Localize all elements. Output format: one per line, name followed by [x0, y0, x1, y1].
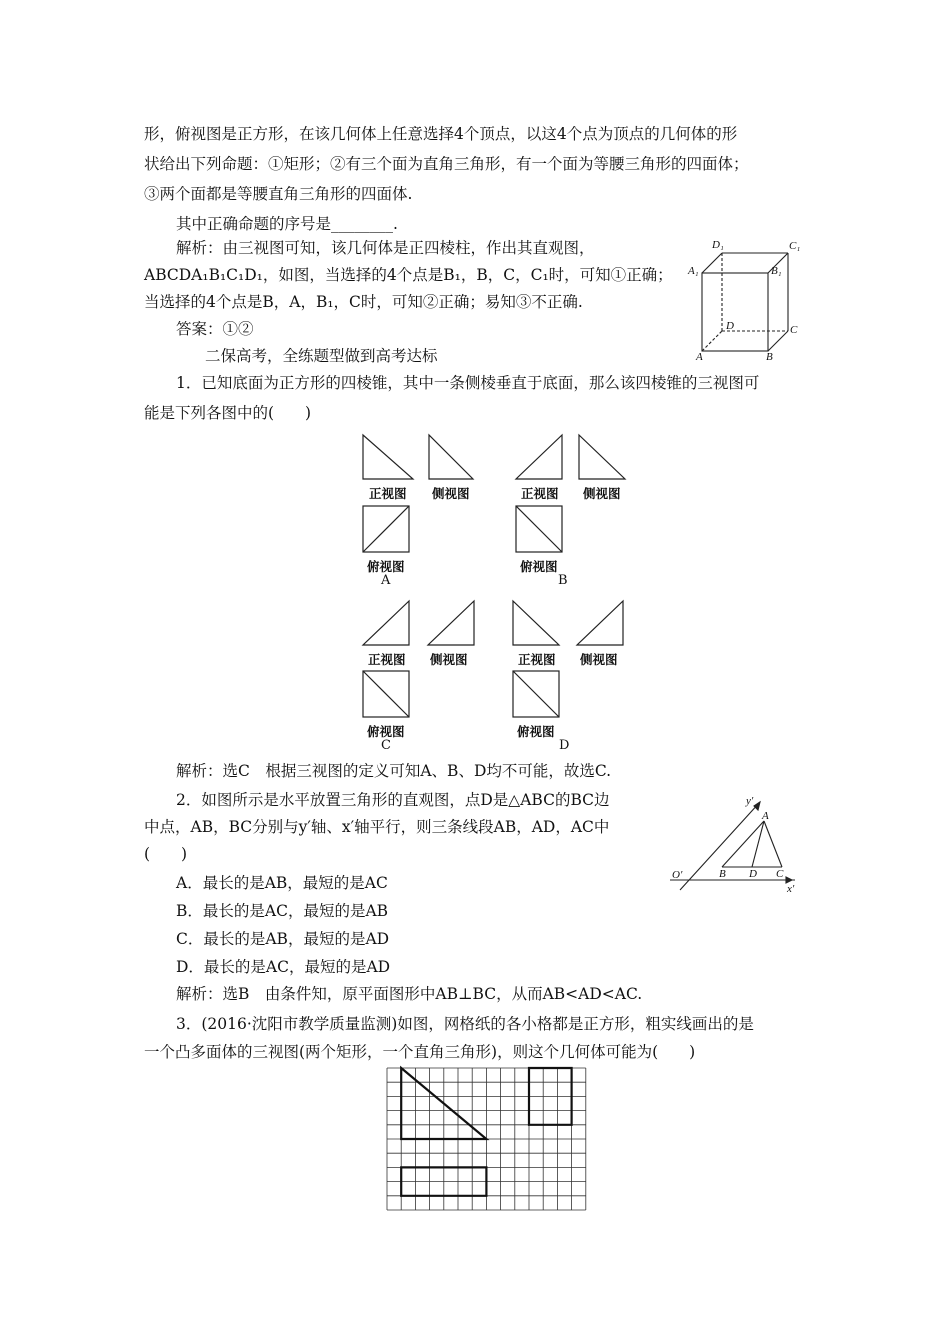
option-d: D．最长的是AC，最短的是AD: [176, 958, 391, 976]
cube-label-b1: B₁: [771, 265, 782, 277]
top-view-label: 俯视图: [517, 724, 555, 739]
cube-label-d1: D₁: [712, 239, 724, 251]
option-b-top-view: [515, 505, 563, 553]
side-view-label: 侧视图: [430, 652, 468, 667]
analysis-line: 当选择的4个点是B，A，B₁，C时，可知②正确；易知③不正确.: [144, 293, 583, 311]
side-view-label: 侧视图: [580, 652, 618, 667]
front-view-label: 正视图: [518, 652, 556, 667]
question-3-line: 3．(2016·沈阳市教学质量监测)如图，网格纸的各小格都是正方形，粗实线画出的是: [176, 1015, 754, 1033]
option-c-side-view: [427, 600, 475, 646]
question-2-line: 2．如图所示是水平放置三角形的直观图，点D是△ABC的BC边: [176, 791, 610, 809]
choice-d-label: D: [559, 738, 570, 753]
cube-label-c: C: [790, 324, 798, 336]
question-3-line: 一个凸多面体的三视图(两个矩形，一个直角三角形)，则这个几何体可能为( ): [144, 1043, 696, 1061]
question-1-line: 能是下列各图中的( ): [144, 404, 312, 422]
text-line: 形，俯视图是正方形，在该几何体上任意选择4个顶点，以这4个点为顶点的几何体的形: [144, 125, 738, 143]
text-line: ③两个面都是等腰直角三角形的四面体.: [144, 185, 413, 203]
option-a-front-view: [362, 434, 414, 480]
origin-label: O′: [672, 869, 683, 881]
option-d-front-view: [512, 600, 560, 646]
question-1-line: 1．已知底面为正方形的四棱锥，其中一条侧棱垂直于底面，那么该四棱锥的三视图可: [176, 374, 760, 392]
top-view-label: 俯视图: [367, 724, 405, 739]
option-d-side-view: [576, 600, 624, 646]
cube-label-d: D: [726, 320, 734, 332]
point-c-label: C: [776, 868, 784, 880]
option-a-side-view: [428, 434, 474, 480]
front-view-label: 正视图: [521, 486, 559, 501]
answer-line: 答案：①②: [176, 320, 254, 338]
point-b-label: B: [719, 868, 726, 880]
point-d-label: D: [749, 868, 757, 880]
section-heading: 二保高考，全练题型做到高考达标: [205, 347, 438, 365]
option-b-front-view: [515, 434, 563, 480]
cube-label-b: B: [766, 351, 773, 363]
cube-label-a: A: [696, 351, 703, 363]
choice-a-label: A: [381, 573, 391, 588]
y-axis-label: y′: [746, 795, 754, 807]
analysis-line: 解析：由三视图可知，该几何体是正四棱柱，作出其直观图，: [176, 239, 595, 257]
top-view-label: 俯视图: [367, 559, 405, 574]
analysis-line: 解析：选B 由条件知，原平面图形中AB⊥BC，从而AB<AD<AC.: [176, 985, 643, 1003]
option-a: A．最长的是AB，最短的是AC: [176, 874, 388, 892]
point-a-label: A: [762, 810, 769, 822]
top-view-label: 俯视图: [520, 559, 558, 574]
analysis-line: 解析：选C 根据三视图的定义可知A、B、D均不可能，故选C.: [176, 762, 612, 780]
analysis-line: ABCDA₁B₁C₁D₁，如图，当选择的4个点是B₁，B，C，C₁时，可知①正确；: [144, 266, 673, 284]
front-view-label: 正视图: [369, 486, 407, 501]
option-b-side-view: [578, 434, 626, 480]
cube-figure: [688, 236, 808, 363]
option-c-front-view: [362, 600, 410, 646]
cube-label-a1: A₁: [688, 265, 699, 277]
grid-three-view-figure: [383, 1064, 588, 1210]
side-view-label: 侧视图: [583, 486, 621, 501]
text-line: 状给出下列命题：①矩形；②有三个面为直角三角形，有一个面为等腰三角形的四面体；: [144, 155, 749, 173]
choice-c-label: C: [381, 738, 391, 753]
side-view-label: 侧视图: [432, 486, 470, 501]
option-a-top-view: [362, 505, 410, 553]
option-d-top-view: [512, 670, 560, 718]
text-line: 其中正确命题的序号是________.: [176, 215, 398, 233]
option-c-top-view: [362, 670, 410, 718]
cube-label-c1: C₁: [789, 240, 801, 252]
front-view-label: 正视图: [368, 652, 406, 667]
question-2-line: ( ): [144, 845, 188, 863]
option-c: C．最长的是AB，最短的是AD: [176, 930, 390, 948]
oblique-triangle-figure: [660, 792, 805, 897]
question-2-line: 中点，AB，BC分别与y′轴、x′轴平行，则三条线段AB，AD，AC中: [144, 818, 610, 836]
option-b: B．最长的是AC，最短的是AB: [176, 902, 389, 920]
choice-b-label: B: [558, 573, 568, 588]
x-axis-label: x′: [787, 883, 795, 895]
